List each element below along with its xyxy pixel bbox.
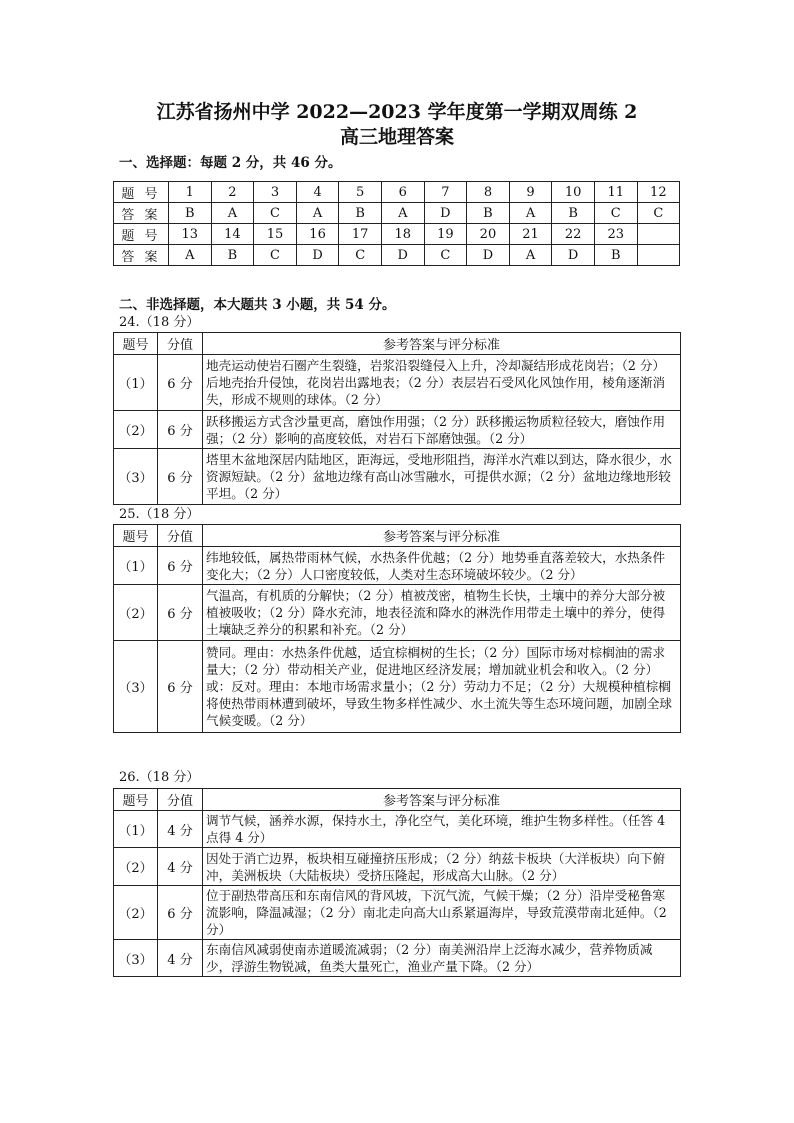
title-line-1: 江苏省扬州中学 2022—2023 学年度第一学期双周练 2 — [156, 101, 638, 123]
answer-table-header-row — [114, 789, 681, 811]
mcq-answer-cell: B — [552, 203, 595, 224]
header-question-no: 题号 — [114, 525, 158, 547]
header-score: 分值 — [158, 525, 203, 547]
mcq-number-row — [114, 182, 680, 203]
mcq-question-number: 6 — [381, 182, 424, 203]
answer-table-header-row — [114, 525, 681, 547]
mcq-answer-table — [113, 181, 680, 266]
sub-question-number: （3） — [114, 449, 158, 505]
answer-text: 跃移搬运方式含沙量更高，磨蚀作用强；（2 分）跃移搬运物质粒径较大，磨蚀作用强；（2 分）影响的高度较低，对岩石下部磨蚀强。（2 分） — [206, 413, 666, 446]
mcq-answer-cell: A — [509, 245, 552, 266]
mcq-answer-cell: A — [169, 245, 212, 266]
mcq-question-number: 1 — [169, 182, 212, 203]
mcq-answer-row — [114, 245, 680, 266]
answer-text: 东南信风减弱使南赤道暖流减弱；（2 分）南美洲沿岸上泛海水减少，营养物质减少，浮游生物锐减，鱼类大量死亡，渔业产量下降。（2 分） — [206, 942, 653, 974]
mcq-question-number: 14 — [211, 224, 254, 245]
mcq-question-number: 7 — [424, 182, 467, 203]
q26-answer-table — [113, 788, 681, 977]
mcq-answer-cell: B — [594, 245, 637, 266]
mcq-question-number: 16 — [296, 224, 339, 245]
document-title — [0, 100, 794, 150]
mcq-answer-cell: C — [424, 245, 467, 266]
mcq-answer-cell: D — [467, 245, 510, 266]
mcq-row-label-answer: 答 案 — [114, 203, 169, 224]
sub-question-number: （3） — [114, 940, 158, 977]
mcq-answer-cell: D — [424, 203, 467, 224]
mcq-answer-cell: C — [637, 203, 680, 224]
header-score: 分值 — [158, 333, 203, 355]
answer-text: 因处于消亡边界，板块相互碰撞挤压形成；（2 分）纳兹卡板块（大洋板块）向下俯冲，美洲板块（大陆板块）受挤压隆起，形成高大山脉。（2 分） — [206, 850, 666, 883]
mcq-answer-cell: B — [211, 245, 254, 266]
mcq-number-row — [114, 224, 680, 245]
mcq-answer-cell: A — [296, 203, 339, 224]
sub-question-number: （2） — [114, 411, 158, 449]
score-value: 6 分 — [158, 449, 203, 505]
mcq-question-number: 17 — [339, 224, 382, 245]
answer-text: 赞同。理由：水热条件优越，适宜棕榈树的生长；（2 分）国际市场对棕榈油的需求量大；（2 分）带动相关产业，促进地区经济发展；增加就业机会和收入。（2 分） — [206, 645, 666, 677]
header-reference-answer: 参考答案与评分标准 — [203, 525, 681, 547]
sub-question-number: （2） — [114, 585, 158, 641]
q25-label: 25.（18 分） — [119, 507, 200, 522]
mcq-question-number: 22 — [552, 224, 595, 245]
mcq-question-number: 5 — [339, 182, 382, 203]
score-value: 6 分 — [158, 585, 203, 641]
q24-answer-table — [113, 332, 681, 505]
mcq-answer-cell: B — [339, 203, 382, 224]
mcq-answer-cell: A — [509, 203, 552, 224]
mcq-row-label-number: 题 号 — [114, 224, 169, 245]
answer-row — [114, 641, 681, 733]
score-value: 6 分 — [158, 411, 203, 449]
mcq-answer-cell: B — [169, 203, 212, 224]
mcq-question-number: 9 — [509, 182, 552, 203]
answer-text: 位于副热带高压和东南信风的背风坡，下沉气流，气候干燥；（2 分）沿岸受秘鲁寒流影响，降温减湿；（2 分）南北走向高大山系紧逼海岸，导致荒漠带南北延伸。（2 分） — [206, 888, 667, 937]
answer-table-header-row — [114, 333, 681, 355]
answer-row — [114, 355, 681, 411]
score-value: 6 分 — [158, 547, 203, 585]
answer-row — [114, 547, 681, 585]
mcq-answer-cell: C — [254, 245, 297, 266]
header-question-no: 题号 — [114, 789, 158, 811]
sub-question-number: （2） — [114, 848, 158, 886]
answer-text-cell — [203, 411, 681, 449]
mcq-answer-row — [114, 203, 680, 224]
mcq-answer-cell: C — [339, 245, 382, 266]
answer-row — [114, 585, 681, 641]
q25-answer-table — [113, 524, 681, 733]
answer-row — [114, 449, 681, 505]
score-value: 4 分 — [158, 848, 203, 886]
answer-row — [114, 411, 681, 449]
sub-question-number: （2） — [114, 886, 158, 940]
answer-text-alternative: 或：反对。理由：本地市场需求量小；（2 分）劳动力不足；（2 分）大规模种植棕榈将使热带雨林遭到破坏，导致生物多样性减少、水土流失等生态环境问题，加剧全球气候变暖。（2 分） — [206, 679, 672, 728]
mcq-question-number: 10 — [552, 182, 595, 203]
answer-text: 地壳运动使岩石圈产生裂缝，岩浆沿裂缝侵入上升，冷却凝结形成花岗岩；（2 分）后地壳抬升侵蚀，花岗岩出露地表；（2 分）表层岩石受风化风蚀作用，棱角逐渐消失，形成不规则的球体。（2 分） — [206, 358, 666, 407]
q26-label: 26.（18 分） — [119, 770, 200, 785]
mcq-answer-cell: A — [381, 203, 424, 224]
answer-text-cell — [203, 811, 681, 848]
mcq-question-number: 20 — [467, 224, 510, 245]
mcq-answer-cell: B — [467, 203, 510, 224]
header-reference-answer: 参考答案与评分标准 — [203, 789, 681, 811]
mcq-answer-cell: A — [211, 203, 254, 224]
answer-row — [114, 811, 681, 848]
header-score: 分值 — [158, 789, 203, 811]
mcq-answer-cell: D — [296, 245, 339, 266]
score-value: 6 分 — [158, 886, 203, 940]
answer-text: 气温高，有机质的分解快；（2 分）植被茂密，植物生长快，土壤中的养分大部分被植被吸收；（2 分）降水充沛，地表径流和降水的淋洗作用带走土壤中的养分，使得土壤缺乏养分的积累和补充。（2 分） — [206, 588, 666, 637]
answer-text: 调节气候，涵养水源，保持水土，净化空气，美化环境，维护生物多样性。（任答 4 点得 4 分） — [206, 813, 666, 845]
part1-heading: 一、选择题：每题 2 分，共 46 分。 — [119, 155, 342, 171]
answer-text-cell — [203, 940, 681, 977]
answer-text-cell — [203, 449, 681, 505]
mcq-answer-cell: C — [254, 203, 297, 224]
answer-text-cell — [203, 355, 681, 411]
answer-row — [114, 886, 681, 940]
mcq-question-number: 23 — [594, 224, 637, 245]
answer-text-cell — [203, 585, 681, 641]
mcq-question-number: 4 — [296, 182, 339, 203]
answer-text-cell — [203, 547, 681, 585]
mcq-question-number — [637, 224, 680, 245]
score-value: 6 分 — [158, 641, 203, 733]
sub-question-number: （1） — [114, 355, 158, 411]
mcq-row-label-number: 题 号 — [114, 182, 169, 203]
mcq-answer-cell: D — [552, 245, 595, 266]
score-value: 6 分 — [158, 355, 203, 411]
answer-text: 纬地较低，属热带雨林气候，水热条件优越；（2 分）地势垂直落差较大，水热条件变化大；（2 分）人口密度较低，人类对生态环境破坏较少。（2 分） — [206, 549, 666, 582]
answer-row — [114, 848, 681, 886]
answer-text-cell — [203, 641, 681, 733]
mcq-question-number: 3 — [254, 182, 297, 203]
mcq-question-number: 8 — [467, 182, 510, 203]
answer-row — [114, 940, 681, 977]
sub-question-number: （1） — [114, 547, 158, 585]
mcq-answer-cell — [637, 245, 680, 266]
sub-question-number: （3） — [114, 641, 158, 733]
mcq-question-number: 13 — [169, 224, 212, 245]
mcq-question-number: 21 — [509, 224, 552, 245]
answer-text: 塔里木盆地深居内陆地区，距海远，受地形阻挡，海洋水汽难以到达，降水很少，水资源短缺。（2 分）盆地边缘有高山冰雪融水，可提供水源；（2 分）盆地边缘地形较平坦。（2 分） — [206, 452, 672, 501]
mcq-question-number: 18 — [381, 224, 424, 245]
mcq-question-number: 12 — [637, 182, 680, 203]
header-question-no: 题号 — [114, 333, 158, 355]
answer-text-cell — [203, 848, 681, 886]
title-line-2: 高三地理答案 — [339, 126, 454, 148]
score-value: 4 分 — [158, 940, 203, 977]
mcq-row-label-answer: 答 案 — [114, 245, 169, 266]
sub-question-number: （1） — [114, 811, 158, 848]
mcq-answer-cell: D — [381, 245, 424, 266]
mcq-answer-cell: C — [594, 203, 637, 224]
answer-text-cell — [203, 886, 681, 940]
header-reference-answer: 参考答案与评分标准 — [203, 333, 681, 355]
mcq-question-number: 2 — [211, 182, 254, 203]
score-value: 4 分 — [158, 811, 203, 848]
mcq-question-number: 11 — [594, 182, 637, 203]
mcq-question-number: 15 — [254, 224, 297, 245]
mcq-question-number: 19 — [424, 224, 467, 245]
part2-heading: 二、非选择题，本大题共 3 小题，共 54 分。 — [119, 297, 396, 313]
q24-label: 24.（18 分） — [119, 315, 200, 330]
